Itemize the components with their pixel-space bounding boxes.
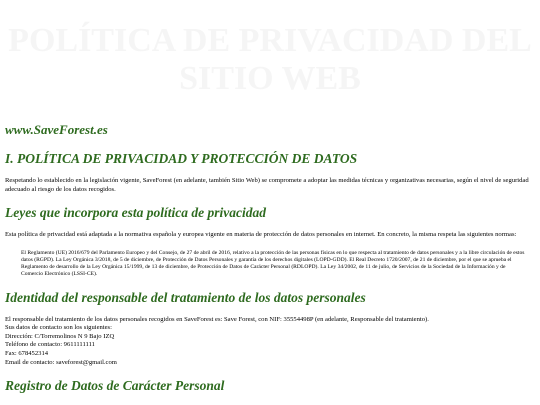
hero-title: POLÍTICA DE PRIVACIDAD DEL SITIO WEB: [8, 22, 532, 97]
email-line: Email de contacto: saveforest@gmail.com: [5, 358, 117, 366]
responsible-contact-block: [5, 316, 535, 368]
phone-line: Teléfono de contacto: 9611111111: [5, 341, 95, 349]
site-name: www.SaveForest.es: [5, 122, 108, 137]
address-line: Dirección: C/Torremolinos N 9 Bajo IZQ: [5, 332, 115, 340]
policy-content: [5, 122, 535, 404]
laws-list-text: El Reglamento (UE) 2016/679 del Parlamento Europeo y del Consejo, de 27 de abril de 2016, relativo a la protección de las personas físicas en lo que respecta al tratamiento de datos personales y a la libre circulación de estos datos (RGPD). La Ley Orgánica 3/2018, de 5 de diciembre, de Protección de Datos Personales y garantía de los derechos digitales (LOPD-GDD). El Real Decreto 1720/2007, de 21 de diciembre, por el que se aprueba el Reglamento de desarrollo de la Ley Orgánica 15/1999, de 13 de diciembre, de Protección de Datos de Carácter Personal (RDLOPD). La Ley 34/2002, de 11 de julio, de Servicios de la Sociedad de la Información y de Comercio Electrónico (LSSI-CE).: [21, 249, 525, 278]
fax-line: Fax: 678452314: [5, 350, 49, 358]
section-heading-privacy-policy: I. POLÍTICA DE PRIVACIDAD Y PROTECCIÓN DE DATOS: [5, 151, 358, 166]
responsible-line: El responsable del tratamiento de los datos personales recogidos en SaveForest es: Save Forest, con NIF: 35554498P (en adelante, Responsable del tratamiento).: [5, 315, 429, 323]
section-heading-registry: Registro de Datos de Carácter Personal: [5, 378, 225, 394]
section-heading-identity: Identidad del responsable del tratamiento de los datos personales: [5, 289, 366, 305]
privacy-intro-text: Respetando lo establecido en la legislación vigente, SaveForest (en adelante, también Sitio Web) se compromete a adoptar las medidas técnicas y organizativas necesarias, según el nivel de seguridad adecuado al riesgo de los datos recogidos.: [5, 177, 529, 193]
section-heading-laws: Leyes que incorpora esta política de privacidad: [5, 205, 266, 220]
laws-intro-text: Esta política de privacidad está adaptada a la normativa española y europea vigente en materia de protección de datos personales en internet. En concreto, la misma respeta las siguientes normas:: [5, 231, 517, 238]
contact-intro-line: Sus datos de contacto son los siguientes:: [5, 324, 112, 332]
